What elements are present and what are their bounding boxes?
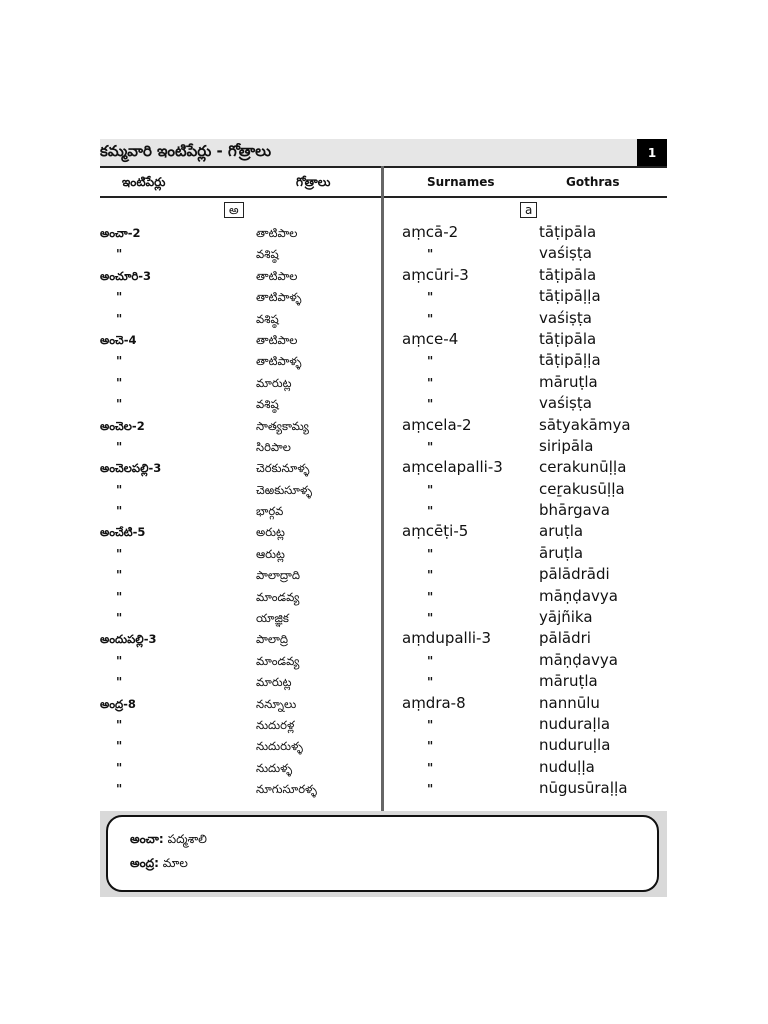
te-surname-cell: " — [116, 311, 123, 326]
te-surname-cell: " — [116, 247, 123, 262]
en-surname-cell: " — [427, 397, 434, 412]
te-gothra-cell: తాటిపాల — [256, 268, 298, 283]
table-row — [100, 458, 667, 479]
table-row — [100, 672, 667, 693]
en-surname-cell: " — [427, 739, 434, 754]
table-row — [100, 351, 667, 372]
header-en-surname: Surnames — [427, 175, 495, 189]
en-surname-cell: aṃcela-2 — [402, 415, 472, 434]
table-row — [100, 330, 667, 351]
en-surname-cell: " — [427, 653, 434, 668]
table-row — [100, 629, 667, 650]
te-surname-cell: అంచె-4 — [100, 332, 137, 347]
te-surname-cell: " — [116, 439, 123, 454]
table-row — [100, 608, 667, 629]
en-gothra-cell: nuduḷḷa — [539, 757, 595, 776]
te-gothra-cell: అరుట్ల — [256, 525, 285, 540]
en-surname-cell: " — [427, 546, 434, 561]
te-gothra-cell: మాండవ్య — [256, 589, 300, 604]
footnote-label: అంచా: — [130, 832, 164, 846]
te-gothra-cell: వశిష్ఠ — [256, 397, 279, 412]
te-surname-cell: అంచెలపల్లి-3 — [100, 461, 162, 476]
en-gothra-cell: ceṟakusūḷḷa — [539, 479, 625, 498]
te-gothra-cell: పాలాద్రాది — [256, 568, 300, 583]
en-gothra-cell: bhārgava — [539, 501, 610, 520]
table-row — [100, 694, 667, 715]
table-row — [100, 587, 667, 608]
en-surname-cell: aṃcūri-3 — [402, 265, 469, 284]
en-surname-cell: " — [427, 589, 434, 604]
te-gothra-cell: పాలాద్రి — [256, 632, 289, 647]
te-gothra-cell: వశిష్ఠ — [256, 311, 279, 326]
en-surname-cell: aṃdupalli-3 — [402, 629, 492, 648]
te-surname-cell: " — [116, 675, 123, 690]
te-surname-cell: " — [116, 589, 123, 604]
header-en-gothra: Gothras — [566, 175, 620, 189]
table-row — [100, 373, 667, 394]
en-gothra-cell: yājñika — [539, 608, 593, 627]
en-gothra-cell: aruṭla — [539, 522, 584, 541]
en-gothra-cell: āruṭla — [539, 543, 584, 562]
te-gothra-cell: మారుట్ల — [256, 675, 292, 690]
footnote-value: పద్మశాలి — [167, 832, 207, 846]
te-gothra-cell: మారుట్ల — [256, 375, 292, 390]
te-gothra-cell: నూగుసూరళ్ళ — [256, 782, 318, 797]
te-gothra-cell: నుదురళ్ల — [256, 717, 295, 732]
te-surname-cell: " — [116, 354, 123, 369]
en-surname-cell: aṃdra-8 — [402, 693, 466, 712]
te-surname-cell: అందుపల్లి-3 — [100, 632, 157, 647]
te-surname-cell: " — [116, 568, 123, 583]
table-row — [100, 715, 667, 736]
te-surname-cell: అంద్ర-8 — [100, 696, 136, 711]
header-te-gothra: గోత్రాలు — [296, 175, 331, 189]
te-surname-cell: " — [116, 653, 123, 668]
te-gothra-cell: యాజ్ఞిక — [256, 611, 289, 626]
en-surname-cell: " — [427, 290, 434, 305]
en-surname-cell: " — [427, 611, 434, 626]
en-surname-cell: aṃce-4 — [402, 329, 459, 348]
en-gothra-cell: māruṭla — [539, 672, 598, 691]
table-row — [100, 501, 667, 522]
footnote-area — [100, 811, 667, 897]
en-gothra-cell: māruṭla — [539, 372, 598, 391]
en-surname-cell: aṃcēṭi-5 — [402, 522, 469, 541]
en-surname-cell: " — [427, 760, 434, 775]
te-gothra-cell: సాత్యకామ్య — [256, 418, 309, 433]
header-te-surname: ఇంటిపేర్లు — [122, 175, 166, 189]
page — [100, 139, 667, 870]
te-surname-cell: అంచా-2 — [100, 226, 141, 240]
en-gothra-cell: vaśiṣṭa — [539, 308, 592, 327]
te-gothra-cell: చెరకునూళ్ళ — [256, 461, 310, 476]
table-body — [100, 223, 667, 801]
en-gothra-cell: pālādrādi — [539, 565, 610, 584]
table-row — [100, 565, 667, 586]
table-row — [100, 779, 667, 800]
en-gothra-cell: pālādri — [539, 629, 591, 648]
en-surname-cell: " — [427, 354, 434, 369]
page-title: కమ్మవారి ఇంటిపేర్లు - గోత్రాలు — [100, 142, 272, 160]
footnote-line — [130, 856, 188, 873]
te-surname-cell: " — [116, 739, 123, 754]
te-surname-cell: " — [116, 375, 123, 390]
table-row — [100, 309, 667, 330]
te-gothra-cell: చెఱకుసూళ్ళ — [256, 482, 313, 497]
en-surname-cell: " — [427, 311, 434, 326]
te-gothra-cell: తాటిపాల — [256, 332, 298, 347]
table-row — [100, 736, 667, 757]
title-bar — [100, 139, 667, 168]
en-gothra-cell: siripāla — [539, 436, 594, 455]
en-gothra-cell: vaśiṣṭa — [539, 394, 592, 413]
en-surname-cell: " — [427, 782, 434, 797]
footnote-label: అంద్ర: — [130, 856, 159, 870]
table-row — [100, 287, 667, 308]
te-surname-cell: " — [116, 782, 123, 797]
te-gothra-cell: తాటిపాల — [256, 226, 298, 240]
table-row — [100, 651, 667, 672]
en-gothra-cell: nūgusūraḷḷa — [539, 779, 628, 798]
table-row — [100, 480, 667, 501]
en-surname-cell: " — [427, 375, 434, 390]
en-gothra-cell: sātyakāmya — [539, 415, 631, 434]
en-gothra-cell: tāṭipāla — [539, 265, 597, 284]
table-row — [100, 522, 667, 543]
te-surname-cell: " — [116, 546, 123, 561]
en-gothra-cell: vaśiṣṭa — [539, 244, 592, 263]
te-gothra-cell: ఆరుట్ల — [256, 546, 285, 561]
en-surname-cell: " — [427, 439, 434, 454]
page-number: 1 — [637, 139, 667, 166]
te-surname-cell: " — [116, 290, 123, 305]
te-gothra-cell: మాండవ్య — [256, 653, 300, 668]
te-surname-cell: అంచెల-2 — [100, 418, 145, 433]
en-gothra-cell: cerakunūḷḷa — [539, 458, 627, 477]
te-gothra-cell: నుదుళ్ళ — [256, 760, 293, 775]
table-row — [100, 266, 667, 287]
en-surname-cell: " — [427, 504, 434, 519]
letter-heading-te: అ — [224, 202, 244, 218]
en-surname-cell: aṃcā-2 — [402, 223, 459, 241]
table-row — [100, 394, 667, 415]
en-gothra-cell: nuduraḷla — [539, 714, 611, 733]
te-gothra-cell: సిరిపాల — [256, 439, 291, 454]
te-gothra-cell: నుదురుళ్ళ — [256, 739, 304, 754]
en-surname-cell: " — [427, 568, 434, 583]
en-gothra-cell: tāṭipāla — [539, 223, 597, 241]
table-row — [100, 244, 667, 265]
te-gothra-cell: తాటిపాళ్ళ — [256, 354, 302, 369]
en-gothra-cell: māṇḍavya — [539, 586, 618, 605]
te-gothra-cell: నన్నూలు — [256, 696, 297, 711]
en-surname-cell: " — [427, 717, 434, 732]
en-gothra-cell: nuduruḷla — [539, 736, 611, 755]
te-surname-cell: " — [116, 504, 123, 519]
en-gothra-cell: nannūlu — [539, 693, 600, 712]
en-surname-cell: aṃcelapalli-3 — [402, 458, 503, 477]
te-surname-cell: " — [116, 760, 123, 775]
te-surname-cell: అంచేటి-5 — [100, 525, 146, 540]
en-surname-cell: " — [427, 247, 434, 262]
en-gothra-cell: tāṭipāla — [539, 329, 597, 348]
footnote-box — [106, 815, 659, 892]
te-surname-cell: " — [116, 611, 123, 626]
footnote-value: మాల — [162, 856, 188, 870]
table-row — [100, 416, 667, 437]
letter-heading-en: a — [520, 202, 537, 218]
te-gothra-cell: వశిష్ఠ — [256, 247, 279, 262]
table-row — [100, 223, 667, 244]
te-gothra-cell: భార్గవ — [256, 504, 284, 519]
te-surname-cell: అంచూరి-3 — [100, 268, 152, 283]
te-surname-cell: " — [116, 397, 123, 412]
te-gothra-cell: తాటిపాళ్ళ — [256, 290, 302, 305]
table-row — [100, 437, 667, 458]
en-gothra-cell: tāṭipāḷḷa — [539, 287, 601, 306]
footnote-line — [130, 832, 207, 849]
table-row — [100, 758, 667, 779]
en-surname-cell: " — [427, 482, 434, 497]
en-surname-cell: " — [427, 675, 434, 690]
te-surname-cell: " — [116, 717, 123, 732]
table-row — [100, 544, 667, 565]
en-gothra-cell: māṇḍavya — [539, 650, 618, 669]
te-surname-cell: " — [116, 482, 123, 497]
en-gothra-cell: tāṭipāḷḷa — [539, 351, 601, 370]
